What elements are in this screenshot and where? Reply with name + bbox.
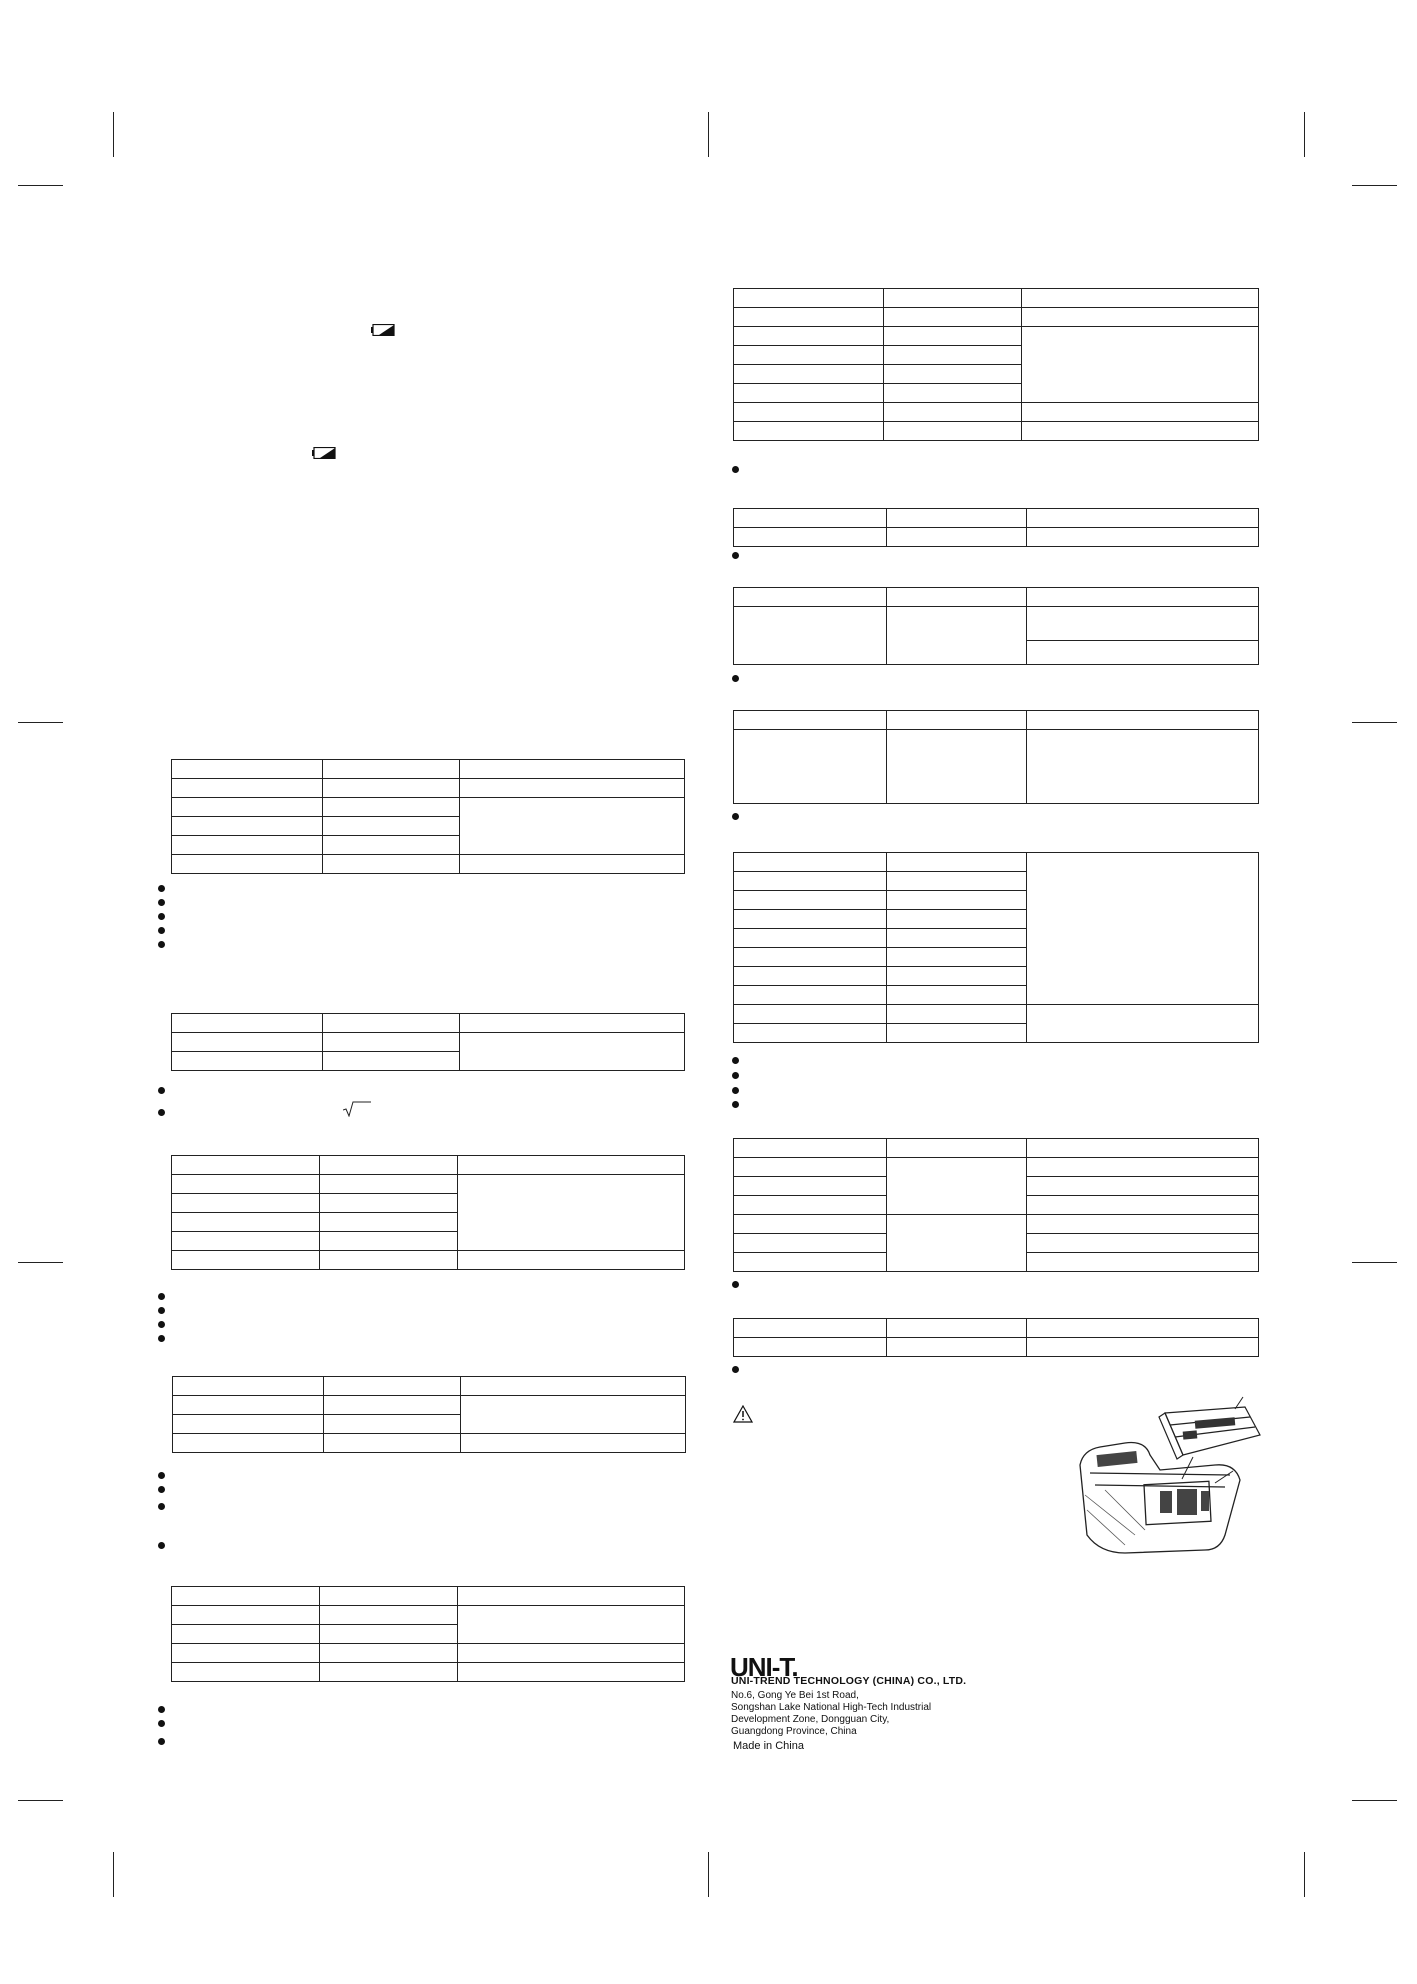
table-row: [734, 1139, 1259, 1158]
bullet-point: [158, 1293, 165, 1300]
battery-low-icon: [371, 324, 395, 336]
bullet-point: [158, 1087, 165, 1094]
bullet-point: [158, 1109, 165, 1116]
crop-mark: [1352, 185, 1397, 186]
spec-table: [171, 1586, 685, 1682]
bullet-point: [158, 927, 165, 934]
square-root-icon: [343, 1101, 371, 1117]
table-row: [172, 1606, 685, 1625]
table-row: [734, 1319, 1259, 1338]
bullet-point: [732, 1101, 739, 1108]
address-line: Guangdong Province, China: [731, 1726, 857, 1737]
table-row: [172, 1251, 685, 1270]
table-row: [734, 730, 1259, 804]
table-row: [172, 855, 685, 874]
crop-mark: [708, 1852, 709, 1897]
bullet-point: [732, 466, 739, 473]
table-row: [734, 711, 1259, 730]
bullet-point: [732, 1057, 739, 1064]
table-row: [734, 403, 1259, 422]
table-row: [172, 1014, 685, 1033]
crop-mark: [708, 112, 709, 157]
table-row: [734, 853, 1259, 872]
bullet-point: [732, 552, 739, 559]
table-row: [734, 509, 1259, 528]
bullet-point: [158, 1472, 165, 1479]
crop-mark: [1352, 1800, 1397, 1801]
crop-mark: [1304, 112, 1305, 157]
bullet-point: [158, 1503, 165, 1510]
spec-table: [733, 587, 1259, 665]
table-row: [734, 289, 1259, 308]
bullet-point: [158, 1321, 165, 1328]
table-row: [734, 588, 1259, 607]
bullet-point: [158, 1706, 165, 1713]
bullet-point: [158, 899, 165, 906]
table-row: [734, 308, 1259, 327]
bullet-point: [732, 1281, 739, 1288]
crop-mark: [18, 1800, 63, 1801]
bullet-point: [158, 913, 165, 920]
crop-mark: [1352, 1262, 1397, 1263]
table-row: [172, 1156, 685, 1175]
crop-mark: [1352, 722, 1397, 723]
table-row: [734, 607, 1259, 641]
bullet-point: [732, 813, 739, 820]
spec-table: [171, 759, 685, 874]
table-row: [172, 1175, 685, 1194]
spec-table: [733, 1318, 1259, 1357]
table-row: [734, 528, 1259, 547]
table-row: [173, 1434, 686, 1453]
table-row: [734, 1215, 1259, 1234]
table-row: [172, 1663, 685, 1682]
spec-table: [733, 710, 1259, 804]
bullet-point: [158, 1720, 165, 1727]
company-logo: UNI-T.: [730, 1652, 798, 1682]
bullet-point: [732, 1366, 739, 1373]
crop-mark: [18, 722, 63, 723]
table-row: [172, 779, 685, 798]
spec-table: [733, 288, 1259, 441]
address-line: Songshan Lake National High-Tech Industrial: [731, 1702, 932, 1713]
table-row: [734, 1005, 1259, 1024]
table-row: [173, 1396, 686, 1415]
bullet-point: [732, 1087, 739, 1094]
bullet-point: [732, 675, 739, 682]
bullet-point: [158, 941, 165, 948]
spec-table: [172, 1376, 686, 1453]
address-line: No.6, Gong Ye Bei 1st Road,: [731, 1690, 859, 1701]
bullet-point: [158, 885, 165, 892]
table-row: [172, 798, 685, 817]
bullet-point: [732, 1072, 739, 1079]
table-row: [734, 327, 1259, 346]
bullet-point: [158, 1738, 165, 1745]
crop-mark: [1304, 1852, 1305, 1897]
table-row: [734, 422, 1259, 441]
crop-mark: [113, 112, 114, 157]
table-row: [734, 1338, 1259, 1357]
table-row: [734, 1158, 1259, 1177]
table-row: [172, 760, 685, 779]
bullet-point: [158, 1335, 165, 1342]
bullet-point: [158, 1542, 165, 1549]
crop-mark: [113, 1852, 114, 1897]
table-row: [172, 1587, 685, 1606]
table-row: [172, 1033, 685, 1052]
multimeter-battery-compartment-illustration: [1065, 1395, 1270, 1555]
address-line: Development Zone, Dongguan City,: [731, 1714, 890, 1725]
company-name: UNI-TREND TECHNOLOGY (CHINA) CO., LTD.: [731, 1675, 967, 1687]
battery-low-icon: [312, 447, 336, 459]
spec-table: [171, 1013, 685, 1071]
table-row: [173, 1377, 686, 1396]
spec-table: [733, 508, 1259, 547]
crop-mark: [18, 185, 63, 186]
spec-table: [733, 852, 1259, 1043]
table-row: [172, 1644, 685, 1663]
crop-mark: [18, 1262, 63, 1263]
spec-table: [733, 1138, 1259, 1272]
bullet-point: [158, 1486, 165, 1493]
made-in-label: Made in China: [733, 1740, 804, 1752]
spec-table: [171, 1155, 685, 1270]
bullet-point: [158, 1307, 165, 1314]
warning-triangle-icon: [733, 1405, 753, 1423]
